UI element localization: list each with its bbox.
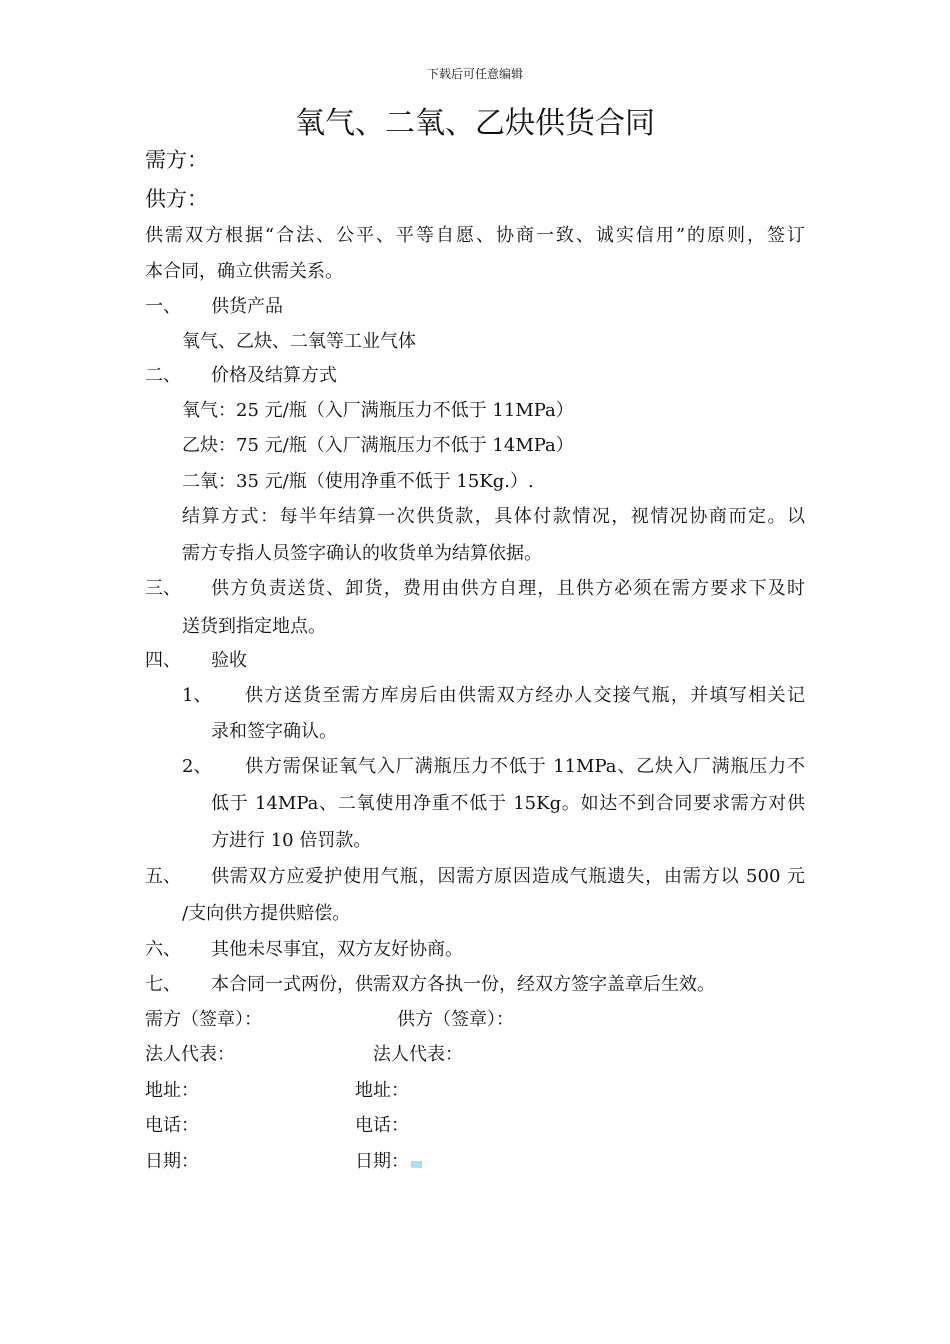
buyer-representative-label: 法人代表：	[145, 1044, 235, 1065]
section-7-text: 本合同一式两份，供需双方各执一份，经双方签字盖章后生效。	[211, 974, 715, 995]
section-1-number: 一、	[145, 296, 181, 317]
supplier-signature-label: 供方（签章）：	[397, 1009, 514, 1030]
page-title: 氧气、二氧、乙炔供货合同	[295, 106, 655, 141]
settlement-line-1: 结算方式：每半年结算一次供货款，具体付款情况，视情况协商而定。以	[182, 506, 805, 527]
settlement-line-2: 需方专指人员签字确认的收货单为结算依据。	[182, 543, 542, 564]
section-6-number: 六、	[145, 939, 181, 960]
section-3-line-2: 送货到指定地点。	[182, 616, 326, 637]
section-4-number: 四、	[145, 650, 181, 671]
section-3-line-1: 供方负责送货、卸货，费用由供方自理，且供方必须在需方要求下及时	[211, 578, 805, 599]
section-1-body: 氧气、乙炔、二氧等工业气体	[182, 331, 416, 352]
supplier-address-label: 地址：	[355, 1080, 409, 1101]
section-2-number: 二、	[145, 365, 181, 386]
supplier-date-label: 日期：	[355, 1151, 409, 1172]
item-1-number: 1、	[182, 685, 212, 706]
intro-line-1: 供需双方根据“合法、公平、平等自愿、协商一致、诚实信用”的原则，签订	[145, 225, 805, 246]
price-acetylene: 乙炔：75 元/瓶（入厂满瓶压力不低于 14MPa）	[182, 435, 574, 456]
supplier-label: 供方：	[145, 187, 208, 211]
supplier-phone-label: 电话：	[355, 1115, 409, 1136]
item-1-line-2: 录和签字确认。	[211, 721, 337, 742]
section-6-text: 其他未尽事宜，双方友好协商。	[211, 939, 463, 960]
section-4-title: 验收	[211, 650, 247, 671]
intro-line-2: 本合同，确立供需关系。	[145, 261, 343, 282]
buyer-label: 需方：	[145, 148, 208, 172]
buyer-date-label: 日期：	[145, 1151, 199, 1172]
item-1-line-1: 供方送货至需方库房后由供需双方经办人交接气瓶，并填写相关记	[245, 685, 805, 706]
buyer-phone-label: 电话：	[145, 1115, 199, 1136]
price-oxygen: 氧气：25 元/瓶（入厂满瓶压力不低于 11MPa）	[182, 400, 574, 421]
price-dioxide: 二氧：35 元/瓶（使用净重不低于 15Kg.）.	[182, 471, 534, 492]
section-7-number: 七、	[145, 974, 181, 995]
item-2-line-1: 供方需保证氧气入厂满瓶压力不低于 11MPa、乙炔入厂满瓶压力不	[245, 756, 805, 777]
section-5-line-2: /支向供方提供赔偿。	[182, 903, 351, 924]
header-note: 下载后可任意编辑	[426, 67, 523, 81]
section-5-line-1: 供需双方应爱护使用气瓶，因需方原因造成气瓶遗失，由需方以 500 元	[211, 866, 805, 887]
item-2-number: 2、	[182, 756, 212, 777]
section-5-number: 五、	[145, 866, 181, 887]
section-3-number: 三、	[145, 578, 181, 599]
section-1-title: 供货产品	[211, 296, 283, 317]
section-2-title: 价格及结算方式	[211, 365, 337, 386]
buyer-signature-label: 需方（签章）：	[145, 1009, 262, 1030]
text-cursor-highlight	[411, 1161, 422, 1168]
supplier-representative-label: 法人代表：	[373, 1044, 463, 1065]
buyer-address-label: 地址：	[145, 1080, 199, 1101]
item-2-line-2: 低于 14MPa、二氧使用净重不低于 15Kg。如达不到合同要求需方对供	[211, 793, 805, 814]
item-2-line-3: 方进行 10 倍罚款。	[211, 830, 372, 851]
